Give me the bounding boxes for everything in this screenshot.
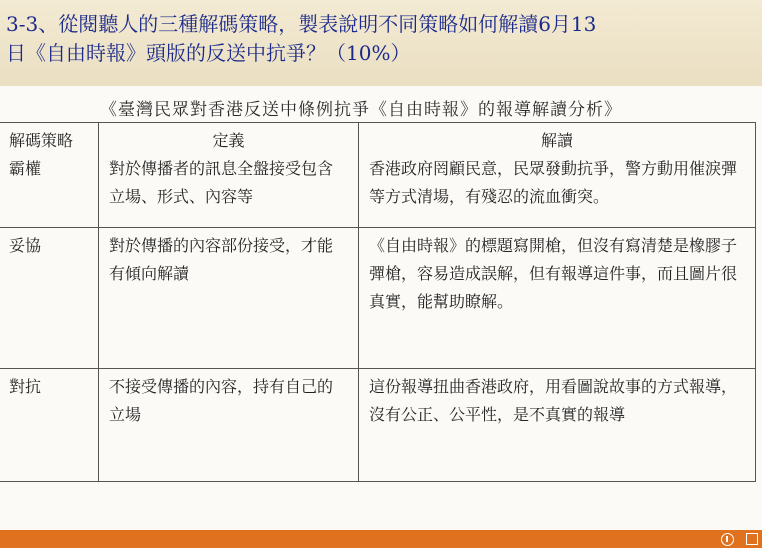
- reading-text: 這份報導扭曲香港政府，用看圖說故事的方式報導，沒有公正、公平性，是不真實的報導: [359, 369, 756, 482]
- analysis-table: [0, 122, 756, 482]
- question-text: [6, 10, 756, 68]
- reading-text: 香港政府罔顧民意，民眾發動抗爭，警方動用催淚彈等方式清場，有殘忍的流血衝突。: [369, 159, 738, 206]
- definition-header-cell: [99, 123, 359, 228]
- table-row: [0, 228, 756, 369]
- info-icon[interactable]: [721, 533, 734, 546]
- strategy-header-cell: [0, 123, 99, 228]
- strategy-name: 對抗: [0, 369, 99, 482]
- strategy-name: 妥協: [0, 228, 99, 369]
- reading-header-cell: [359, 123, 756, 228]
- reading-header: 解讀: [540, 131, 573, 150]
- slide-controls: [721, 531, 758, 547]
- footer-bar: [0, 530, 762, 548]
- answer-sheet: [0, 86, 762, 530]
- reading-text: 《自由時報》的標題寫開槍，但沒有寫清楚是橡膠子彈槍，容易造成誤解，但有報導這件事，而且圖片很真實，能幫助瞭解。: [359, 228, 756, 369]
- definition-text: 對於傳播的內容部份接受，才能有傾向解讀: [99, 228, 359, 369]
- question-line-1: 3-3、從閱聽人的三種解碼策略，製表說明不同策略如何解讀6月13: [6, 12, 597, 36]
- definition-text: 不接受傳播的內容，持有自己的立場: [99, 369, 359, 482]
- question-line-2: 日《自由時報》頭版的反送中抗爭？（10%）: [6, 41, 411, 65]
- question-header: [0, 0, 762, 86]
- table-row: [0, 369, 756, 482]
- table-row: [0, 123, 756, 228]
- strategy-header: 解碼策略: [9, 131, 74, 150]
- strategy-name: 霸權: [9, 159, 42, 178]
- definition-header: 定義: [212, 131, 245, 150]
- sheet-title: 《臺灣民眾對香港反送中條例抗爭《自由時報》的報導解讀分析》: [100, 100, 622, 120]
- slide-view-icon[interactable]: [746, 533, 758, 545]
- definition-text: 對於傳播者的訊息全盤接受包含立場、形式、內容等: [109, 159, 334, 206]
